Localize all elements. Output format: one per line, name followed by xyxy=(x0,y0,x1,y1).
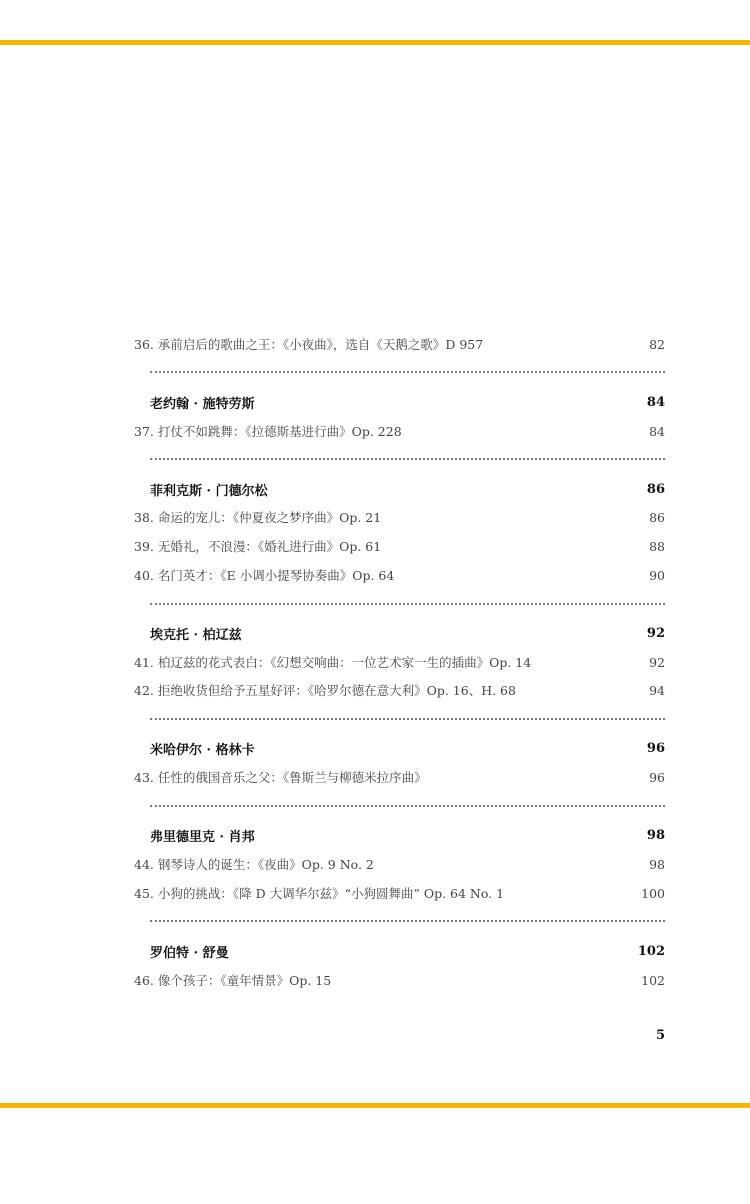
composer-name: 弗里德里克 · 肖邦 xyxy=(150,829,255,845)
toc-entry-title: 39. 无婚礼，不浪漫：《婚礼进行曲》Op. 61 xyxy=(134,539,382,554)
toc-entry-title: 41. 柏辽兹的花式表白：《幻想交响曲：一位艺术家一生的插曲》Op. 14 xyxy=(134,655,532,670)
composer-page: 98 xyxy=(646,827,665,843)
toc-entry-page: 88 xyxy=(649,538,665,554)
toc-entry[interactable] xyxy=(134,535,665,557)
composer-name: 菲利克斯 · 门德尔松 xyxy=(150,483,268,499)
toc-entry[interactable] xyxy=(134,420,665,442)
dotted-separator xyxy=(150,920,665,922)
toc-entry-page: 98 xyxy=(649,856,665,872)
composer-page: 84 xyxy=(646,394,665,410)
toc-entry-title: 38. 命运的宠儿：《仲夏夜之梦序曲》Op. 21 xyxy=(134,510,382,525)
toc-entry[interactable] xyxy=(134,969,665,991)
composer-page: 96 xyxy=(646,740,665,756)
dotted-separator xyxy=(150,805,665,807)
toc-entry-page: 92 xyxy=(649,654,665,670)
toc-entry[interactable] xyxy=(134,679,665,701)
toc-composer-heading[interactable] xyxy=(150,622,665,644)
toc-entry[interactable] xyxy=(134,853,665,875)
toc-entry-title: 46. 像个孩子：《童年情景》Op. 15 xyxy=(134,973,332,988)
composer-name: 米哈伊尔 · 格林卡 xyxy=(150,742,255,758)
top-accent-rule xyxy=(0,40,750,45)
toc-entry-title: 42. 拒绝收货但给予五星好评：《哈罗尔德在意大利》Op. 16、H. 68 xyxy=(134,683,516,698)
toc-entry[interactable] xyxy=(134,651,665,673)
toc-entry-page: 82 xyxy=(649,336,665,352)
dotted-separator xyxy=(150,603,665,605)
composer-page: 102 xyxy=(637,943,665,959)
toc-entry[interactable] xyxy=(134,333,665,355)
toc-composer-heading[interactable] xyxy=(150,478,665,500)
toc-entry[interactable] xyxy=(134,564,665,586)
composer-name: 罗伯特 · 舒曼 xyxy=(150,945,229,961)
toc-composer-heading[interactable] xyxy=(150,824,665,846)
toc-entry[interactable] xyxy=(134,506,665,528)
toc-entry-page: 84 xyxy=(649,423,665,439)
toc-composer-heading[interactable] xyxy=(150,391,665,413)
bottom-accent-rule xyxy=(0,1103,750,1108)
toc-entry-page: 94 xyxy=(649,682,665,698)
toc-entry[interactable] xyxy=(134,766,665,788)
composer-name: 老约翰 · 施特劳斯 xyxy=(150,396,255,412)
toc-entry-title: 40. 名门英才：《E 小调小提琴协奏曲》Op. 64 xyxy=(134,568,395,583)
toc-entry[interactable] xyxy=(134,882,665,904)
toc-entry-page: 102 xyxy=(641,972,665,988)
toc-entry-page: 86 xyxy=(649,509,665,525)
toc-entry-title: 37. 打仗不如跳舞：《拉德斯基进行曲》Op. 228 xyxy=(134,424,402,439)
toc-entry-page: 90 xyxy=(649,567,665,583)
composer-name: 埃克托 · 柏辽兹 xyxy=(150,627,242,643)
dotted-separator xyxy=(150,458,665,460)
toc-entry-title: 44. 钢琴诗人的诞生：《夜曲》Op. 9 No. 2 xyxy=(134,857,374,872)
dotted-separator xyxy=(150,371,665,373)
toc-entry-title: 45. 小狗的挑战：《降 D 大调华尔兹》“小狗圆舞曲” Op. 64 No. 1 xyxy=(134,886,505,901)
composer-page: 86 xyxy=(646,481,665,497)
toc-composer-heading[interactable] xyxy=(150,737,665,759)
composer-page: 92 xyxy=(646,625,665,641)
toc-entry-title: 36. 承前启后的歌曲之王：《小夜曲》，选自《天鹅之歌》D 957 xyxy=(134,337,484,352)
page-number: 5 xyxy=(655,1028,665,1043)
toc-entry-page: 96 xyxy=(649,769,665,785)
toc-entry-page: 100 xyxy=(641,885,665,901)
toc-entry-title: 43. 任性的俄国音乐之父：《鲁斯兰与柳德米拉序曲》 xyxy=(134,770,427,785)
dotted-separator xyxy=(150,718,665,720)
toc-composer-heading[interactable] xyxy=(150,940,665,962)
